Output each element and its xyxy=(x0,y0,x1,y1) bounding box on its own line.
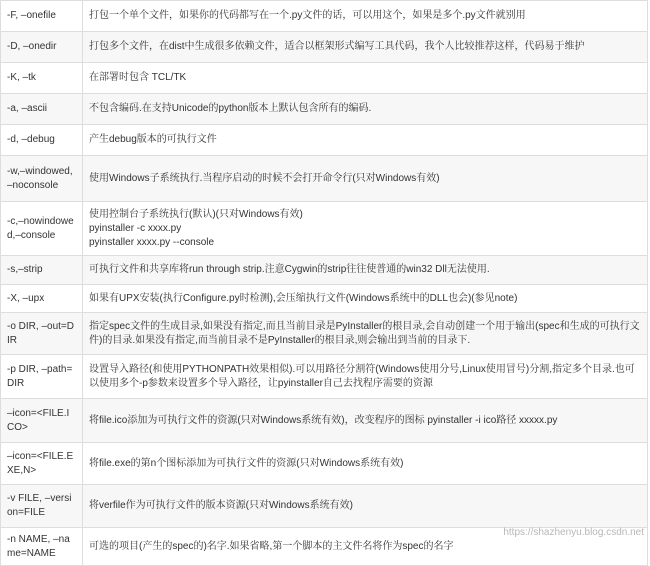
description-cell xyxy=(83,443,648,485)
table-row xyxy=(1,63,648,94)
description-line: 将verfile作为可执行文件的版本资源(只对Windows系统有效) xyxy=(89,500,353,511)
description-cell xyxy=(83,399,648,443)
description-line: 使用Windows子系统执行.当程序启动的时候不会打开命令行(只对Windows有效) xyxy=(89,172,440,184)
option-cell: -X, –upx xyxy=(1,285,83,313)
watermark: https://shazhenyu.blog.csdn.net xyxy=(503,527,644,538)
option-cell: -p DIR, –path=DIR xyxy=(1,355,83,399)
table-row xyxy=(1,125,648,156)
option-cell: -F, –onefile xyxy=(1,1,83,32)
description-line: 可选的项目(产生的spec的)名字.如果省略,第一个脚本的主文件名将作为spec的名字 xyxy=(89,540,454,552)
description-cell xyxy=(83,63,648,94)
description-line: 指定spec文件的生成目录,如果没有指定,而且当前目录是PyInstaller的根目录,会自动创建一个用于输出(spec和生成的可执行文件)的目录.如果没有指定,而当前目录不是PyInstaller的根目录,则会输出到当前的目录下. xyxy=(89,320,640,346)
option-cell: -d, –debug xyxy=(1,125,83,156)
description-cell xyxy=(83,355,648,399)
description-line: 打包一个单个文件，如果你的代码都写在一个.py文件的话，可以用这个，如果是多个.py文件就别用 xyxy=(89,10,526,21)
table-row xyxy=(1,399,648,443)
description-line: 不包含编码.在支持Unicode的python版本上默认包含所有的编码. xyxy=(89,103,372,114)
table-row xyxy=(1,285,648,313)
option-cell: -D, –onedir xyxy=(1,32,83,63)
option-cell: -s,–strip xyxy=(1,256,83,285)
table-row xyxy=(1,313,648,355)
description-cell xyxy=(83,125,648,156)
description-cell xyxy=(83,256,648,285)
description-cell xyxy=(83,285,648,313)
description-line: 将file.ico添加为可执行文件的资源(只对Windows系统有效)，改变程序的图标 pyinstaller -i ico路径 xxxxx.py xyxy=(89,414,558,426)
description-line: 打包多个文件，在dist中生成很多依赖文件，适合以框架形式编写工具代码，我个人比较推荐这样，代码易于维护 xyxy=(89,41,585,52)
table-row xyxy=(1,355,648,399)
table-row xyxy=(1,485,648,528)
option-cell: -v FILE, –version=FILE xyxy=(1,485,83,528)
description-line: 可执行文件和共享库将run through strip.注意Cygwin的strip往往使普通的win32 Dll无法使用. xyxy=(89,264,490,275)
description-cell xyxy=(83,202,648,256)
description-line: pyinstaller xxxx.py --console xyxy=(89,236,215,248)
description-cell xyxy=(83,313,648,355)
table-row xyxy=(1,443,648,485)
option-cell: -w,–windowed,–noconsole xyxy=(1,156,83,202)
description-cell xyxy=(83,94,648,125)
description-line: 使用控制台子系统执行(默认)(只对Windows有效) xyxy=(89,208,303,220)
option-cell: –icon=<FILE.EXE,N> xyxy=(1,443,83,485)
table-row xyxy=(1,156,648,202)
description-line: 产生debug版本的可执行文件 xyxy=(89,134,217,145)
table-row xyxy=(1,202,648,256)
description-line: 将file.exe的第n个图标添加为可执行文件的资源(只对Windows系统有效) xyxy=(89,457,404,469)
table-row xyxy=(1,1,648,32)
description-line: 在部署时包含 TCL/TK xyxy=(89,72,187,83)
description-line: 如果有UPX安装(执行Configure.py时检测),会压缩执行文件(Windows系统中的DLL也会)(参见note) xyxy=(89,292,518,304)
option-cell: –icon=<FILE.ICO> xyxy=(1,399,83,443)
description-line: 设置导入路径(和使用PYTHONPATH效果相似).可以用路径分割符(Windows使用分号,Linux使用冒号)分割,指定多个目录.也可以使用多个-p参数来设置多个导入路径，让pyinstaller自己去找程序需要的资源 xyxy=(89,363,635,389)
description-line: pyinstaller -c xxxx.py xyxy=(89,222,182,234)
option-cell: -o DIR, –out=DIR xyxy=(1,313,83,355)
table-row xyxy=(1,32,648,63)
description-cell xyxy=(83,156,648,202)
description-cell xyxy=(83,32,648,63)
option-cell: -a, –ascii xyxy=(1,94,83,125)
option-cell: -c,–nowindowed,–console xyxy=(1,202,83,256)
option-cell: -n NAME, –name=NAME xyxy=(1,528,83,566)
description-cell xyxy=(83,485,648,528)
description-cell xyxy=(83,1,648,32)
table-row xyxy=(1,94,648,125)
table-row xyxy=(1,256,648,285)
option-cell: -K, –tk xyxy=(1,63,83,94)
